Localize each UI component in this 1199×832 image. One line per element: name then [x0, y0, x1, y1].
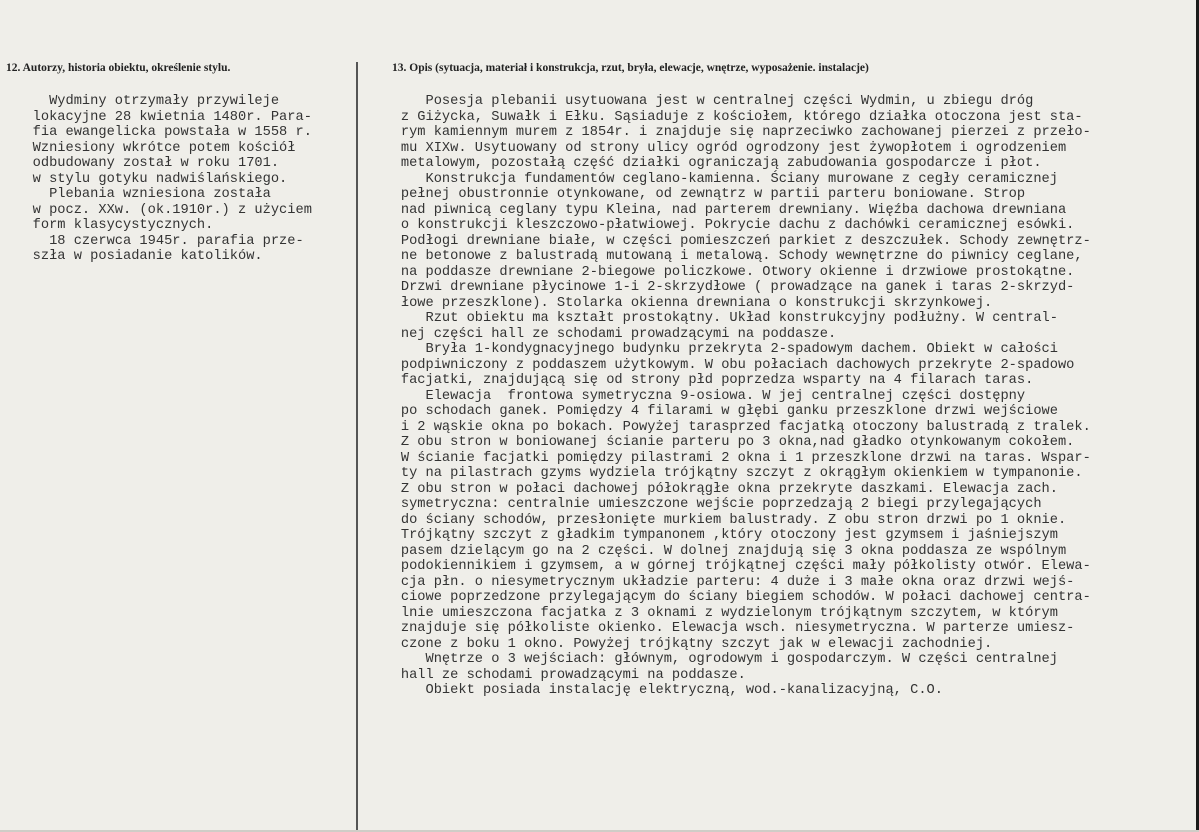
text-line: fia ewangelicka powstała w 1558 r.	[8, 125, 312, 140]
text-line: w stylu gotyku nadwiślańskiego.	[8, 171, 288, 187]
text-line: symetryczna: centralnie umieszczone wejście poprzedzają 2 biegi przylegających	[368, 497, 1042, 512]
text-line: o konstrukcji kleszczowo-płatwiowej. Pokrycie dachu z dachówki ceramicznej esówki.	[368, 218, 1075, 233]
text-line: 18 czerwca 1945r. parafia prze-	[8, 233, 304, 249]
text-line: i 2 wąskie okna po bokach. Powyżej tarasprzed facjatką otoczony balustradą z tralek.	[368, 419, 1091, 435]
column-divider	[356, 62, 358, 832]
text-line: znajduje się półkoliste okienko. Elewacja wsch. niesymetryczna. W parterze umiesz-	[368, 621, 1075, 636]
text-line: łowe przeszklone). Stolarka okienna drewniana o konstrukcji skrzynkowej.	[368, 295, 993, 311]
text-line: podpiwniczony z poddaszem użytkowym. W obu połaciach dachowych przekryte 2-spadowo	[368, 357, 1075, 373]
text-line: mu XIXw. Usytuowany od strony ulicy ogród ogrodzony jest żywopłotem i ogrodzeniem	[368, 140, 1067, 156]
text-line: Plebania wzniesiona została	[8, 187, 271, 202]
section-13-heading: 13. Opis (sytuacja, materiał i konstrukcja, rzut, bryła, elewacje, wnętrze, wyposażenie. instalacje)	[392, 62, 869, 74]
text-line: Z obu stron w połaci dachowej półokrągłe okna przekryte daszkami. Elewacja zach.	[368, 481, 1058, 497]
text-line: Posesja plebanii usytuowana jest w centralnej części Wydmin, u zbiegu dróg	[368, 94, 1034, 109]
text-line: odbudowany został w roku 1701.	[8, 156, 280, 171]
text-line: Rzut obiektu ma kształt prostokątny. Układ konstrukcyjny podłużny. W central-	[368, 311, 1058, 326]
text-line: Trójkątny szczyt z gładkim tympanonem ,który otoczony jest gzymsem i jaśniejszym	[368, 528, 1058, 543]
text-line: pasem dzielącym go na 2 części. W dolnej znajdują się 3 okna poddasza ze wspólnym	[368, 543, 1067, 559]
text-line: lnie umieszczona facjatka z 3 oknami z wydzielonym trójkątnym szczytem, w którym	[368, 605, 1058, 621]
text-line: Z obu stron w boniowanej ścianie parteru po 3 okna,nad gładko otynkowanym cokołem.	[368, 435, 1075, 450]
text-line: do ściany schodów, przesłonięte murkiem balustrady. Z obu stron drzwi po 1 oknie.	[368, 512, 1067, 528]
text-line: Drzwi drewniane płycinowe 1-i 2-skrzydłowe ( prowadzące na ganek i taras 2-skrzyd-	[368, 280, 1075, 295]
text-line: Bryła 1-kondygnacyjnego budynku przekryta 2-spadowym dachem. Obiekt w całości	[368, 342, 1058, 357]
text-line: po schodach ganek. Pomiędzy 4 filarami w głębi ganku przeszklone drzwi wejściowe	[368, 404, 1058, 419]
text-line: hall ze schodami prowadzącymi na poddasze.	[368, 667, 746, 683]
history-text	[8, 94, 353, 265]
text-line: nad piwnicą ceglany typu Kleina, nad parterem drewniany. Więźba dachowa drewniana	[368, 202, 1067, 218]
text-line: rym kamiennym murem z 1854r. i znajduje się naprzeciwko zachowanej pierzei z przeło-	[368, 125, 1091, 140]
text-line: metalowym, pozostałą część działki ograniczają zabudowania gospodarcze i płot.	[368, 156, 1042, 171]
text-line: cja płn. o niesymetrycznym układzie parteru: 4 duże i 3 małe okna oraz drzwi wejś-	[368, 574, 1075, 590]
text-line: pełnej obustronnie otynkowane, od zewnątrz w partii parteru boniowane. Strop	[368, 187, 1026, 202]
text-line: W ścianie facjatki pomiędzy pilastrami 2 okna i 1 przeszklone drzwi na taras. Wspar-	[368, 450, 1091, 466]
text-line: czone z boku 1 okno. Powyżej trójkątny szczyt jak w elewacji zachodniej.	[368, 636, 993, 652]
section-12-heading: 12. Autorzy, historia obiektu, określenie stylu.	[6, 62, 231, 74]
text-line: Wzniesiony wkrótce potem kościół	[8, 140, 296, 156]
text-line: podokiennikiem i gzymsem, a w górnej trójkątnej części mały półkolisty otwór. Elewa-	[368, 559, 1091, 574]
text-line: na poddasze drewniane 2-biegowe policzkowe. Otwory okienne i drzwiowe prostokątne.	[368, 264, 1075, 280]
text-line: ne betonowe z balustradą mutowaną i metalową. Schody wewnętrzne do piwnicy ceglane,	[368, 249, 1083, 264]
text-line: form klasycystycznych.	[8, 218, 214, 233]
text-line: nej części hall ze schodami prowadzącymi na poddasze.	[368, 326, 837, 342]
text-line: facjatki, znajdującą się od strony płd poprzedza wsparty na 4 filarach taras.	[368, 373, 1034, 388]
text-line: Wydminy otrzymały przywileje	[8, 94, 280, 109]
text-line: Obiekt posiada instalację elektryczną, wod.-kanalizacyjną, C.O.	[368, 683, 943, 698]
text-line: szła w posiadanie katolików.	[8, 249, 263, 264]
description-text	[368, 94, 1188, 699]
text-line: Podłogi drewniane białe, w części pomieszczeń parkiet z deszczułek. Schody zewnętrz-	[368, 233, 1091, 249]
text-line: w pocz. XXw. (ok.1910r.) z użyciem	[8, 202, 312, 218]
text-line: z Giżycka, Suwałk i Ełku. Sąsiaduje z kościołem, którego działka otoczona jest sta-	[368, 109, 1083, 125]
text-line: ty na pilastrach gzyms wydziela trójkątny szczyt z okrągłym okienkiem w tympanonie.	[368, 466, 1083, 481]
text-line: Konstrukcja fundamentów ceglano-kamienna. Ściany murowane z cegły ceramicznej	[368, 171, 1058, 187]
text-line: Wnętrze o 3 wejściach: głównym, ogrodowym i gospodarczym. W części centralnej	[368, 652, 1058, 667]
text-line: ciowe poprzedzone przylegającym do ściany biegiem schodów. W połaci dachowej centra-	[368, 590, 1091, 605]
text-line: lokacyjne 28 kwietnia 1480r. Para-	[8, 109, 312, 125]
text-line: Elewacja frontowa symetryczna 9-osiowa. W jej centralnej części dostępny	[368, 388, 1026, 404]
